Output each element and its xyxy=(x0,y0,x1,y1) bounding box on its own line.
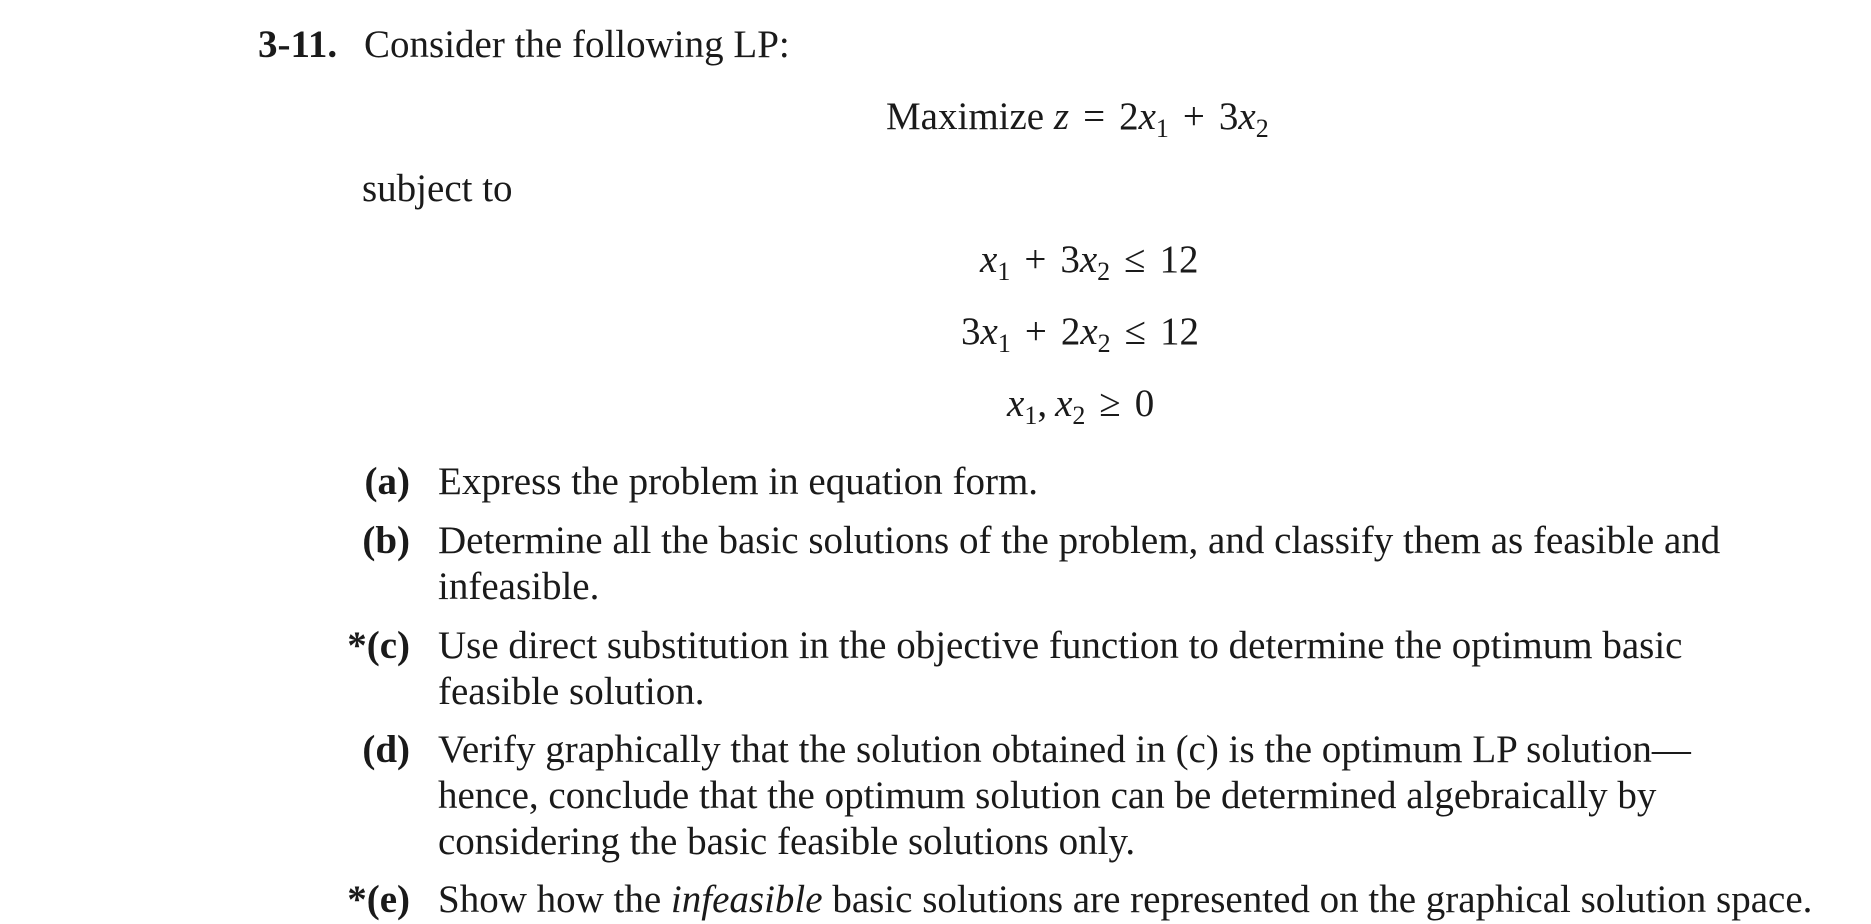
constraint-1-x1: x xyxy=(980,238,998,281)
constraint-1-coef-2: 3 xyxy=(1060,238,1080,281)
item-d-label: (d) xyxy=(362,728,410,771)
item-e-line-1 xyxy=(438,877,1838,923)
objective-function xyxy=(886,94,1269,144)
item-e-text-post: basic solutions are represented on the graphical solution space. xyxy=(822,878,1813,921)
constraint-1-x2-subscript: 2 xyxy=(1097,257,1111,286)
item-c-line-2: feasible solution. xyxy=(438,670,705,713)
nonneg-relation: ≥ xyxy=(1099,382,1121,425)
maximize-keyword: Maximize xyxy=(886,95,1045,138)
objective-x2-subscript: 2 xyxy=(1255,114,1269,143)
item-e-text-pre: Show how the xyxy=(438,878,671,921)
item-c-label: *(c) xyxy=(347,624,410,667)
nonneg-x2: x xyxy=(1055,382,1073,425)
item-c-line-1: Use direct substitution in the objective function to determine the optimum basic xyxy=(438,624,1683,667)
item-a-label: (a) xyxy=(364,460,410,503)
item-d-text xyxy=(438,727,1838,865)
objective-coef-2: 3 xyxy=(1218,95,1239,138)
constraint-2-coef-1: 3 xyxy=(961,310,981,353)
constraint-2-plus: + xyxy=(1024,310,1047,353)
item-e-label: *(e) xyxy=(347,878,410,921)
subject-to-label: subject to xyxy=(362,167,513,210)
item-b-text xyxy=(438,518,1838,610)
objective-x2: x xyxy=(1238,95,1256,138)
constraint-1-x2: x xyxy=(1079,238,1098,281)
problem-number: 3-11. xyxy=(258,23,338,66)
problem-header xyxy=(258,22,790,69)
item-b-line-1: Determine all the basic solutions of the problem, and classify them as feasible and xyxy=(438,519,1721,562)
constraint-2-relation: ≤ xyxy=(1124,310,1147,353)
constraint-2-x2-subscript: 2 xyxy=(1097,329,1111,358)
item-d-line-2: hence, conclude that the optimum solution can be determined algebraically by xyxy=(438,774,1657,817)
item-a-line-1: Express the problem in equation form. xyxy=(438,460,1039,503)
constraint-2-x1-subscript: 1 xyxy=(997,329,1011,358)
objective-variable: z xyxy=(1053,95,1070,138)
constraint-2 xyxy=(961,309,1199,359)
item-d-line-3: considering the basic feasible solutions only. xyxy=(438,820,1136,863)
item-e-text xyxy=(438,877,1838,923)
nonneg-rhs: 0 xyxy=(1134,382,1155,425)
constraint-1-plus: + xyxy=(1024,238,1047,281)
item-a-text xyxy=(438,459,1838,505)
nonnegativity-constraint xyxy=(1007,381,1154,431)
nonneg-comma: , xyxy=(1037,382,1048,425)
objective-x1: x xyxy=(1138,95,1156,138)
objective-x1-subscript: 1 xyxy=(1155,114,1169,143)
constraint-1-x1-subscript: 1 xyxy=(997,257,1011,286)
equals-sign: = xyxy=(1083,95,1106,138)
constraint-1 xyxy=(980,237,1199,287)
item-b-label: (b) xyxy=(362,519,410,562)
objective-coef-1: 2 xyxy=(1119,95,1139,138)
constraint-2-x2: x xyxy=(1080,310,1098,353)
item-b-line-2: infeasible. xyxy=(438,565,600,608)
nonneg-x1-subscript: 1 xyxy=(1024,401,1038,430)
nonneg-x1: x xyxy=(1007,382,1025,425)
constraint-2-coef-2: 2 xyxy=(1060,310,1081,353)
constraint-2-x1: x xyxy=(980,310,998,353)
item-e-text-emphasis: infeasible xyxy=(670,878,823,921)
constraint-2-rhs: 12 xyxy=(1160,310,1200,353)
constraint-1-relation: ≤ xyxy=(1124,238,1146,281)
item-c-text xyxy=(438,623,1838,715)
objective-plus: + xyxy=(1182,95,1205,138)
constraint-1-rhs: 12 xyxy=(1159,238,1199,281)
problem-intro: Consider the following LP: xyxy=(364,23,790,66)
item-d-line-1: Verify graphically that the solution obtained in (c) is the optimum LP solution— xyxy=(438,728,1691,771)
nonneg-x2-subscript: 2 xyxy=(1072,401,1086,430)
